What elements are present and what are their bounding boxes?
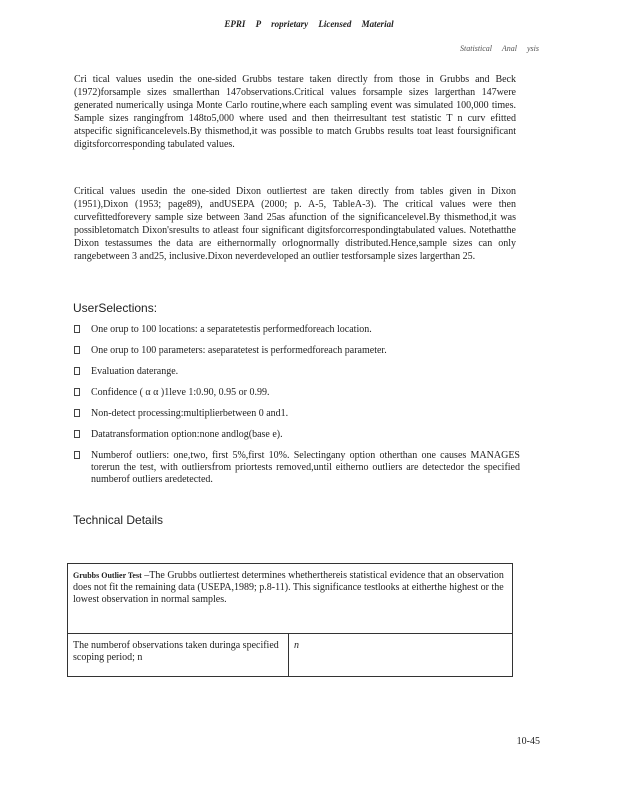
table-row: [68, 634, 513, 677]
square-bullet-icon: [74, 367, 80, 375]
grubbs-critical-values-paragraph: Cri tical values usedin the one-sided Grubbs testare taken directly from those in Grubbs and Beck (1972)forsample sizes smallerthan 147observations.Critical values forsample sizes largerthan 147were generated numerically usinga Monte Carlo routine,where each sampling event was simulated 100,000 times. Sample sizes rangingfrom 148to5,000 where used and then theirresultant test statistic T n curv efitted atspecific significancelevels.By thismethod,it was possible to match Grubbs results toat least foursignificant digitsforcorresponding tabulated values.: [74, 74, 516, 150]
section-label: Statistical Anal ysis: [460, 44, 539, 53]
test-description: –The Grubbs outliertest determines whetherthereis statistical evidence that an observation does not fit the remaining data (USEPA,1989; p.8-11). This significance testlooks at eitherthe highest or the lowest observation in normal samples.: [73, 570, 504, 605]
list-item: [74, 429, 520, 441]
square-bullet-icon: [74, 388, 80, 396]
list-item-text: One orup to 100 parameters: aseparatetest is performedforeach parameter.: [91, 345, 387, 356]
list-item: [74, 324, 520, 336]
list-item-text: Datatransformation option:none andlog(base e).: [91, 429, 283, 440]
square-bullet-icon: [74, 451, 80, 459]
observations-definition-cell: The numberof observations taken duringa specified scoping period; n: [68, 634, 289, 677]
square-bullet-icon: [74, 346, 80, 354]
technical-details-table: [67, 563, 513, 677]
list-item: [74, 366, 520, 378]
list-item-text: Confidence ( α α )1leve 1:0.90, 0.95 or 0.99.: [91, 387, 270, 398]
list-item: [74, 450, 520, 486]
list-item: [74, 387, 520, 399]
list-item: [74, 345, 520, 357]
technical-details-heading: Technical Details: [73, 513, 164, 527]
list-item-text: Numberof outliers: one,two, first 5%,first 10%. Selectingany option otherthan one causes MANAGES torerun the test, with outliersfrom priortests removed,until eitherno outliers are detectedor the specified numberof outliers aredetected.: [91, 450, 520, 485]
page-header: EPRI P roprietary Licensed Material: [224, 19, 394, 29]
user-selections-list: [74, 324, 520, 495]
list-item: [74, 408, 520, 420]
page-number: 10-45: [516, 736, 540, 747]
symbol-cell: n: [289, 634, 513, 677]
square-bullet-icon: [74, 325, 80, 333]
list-item-text: Non-detect processing:multiplierbetween 0 and1.: [91, 408, 289, 419]
square-bullet-icon: [74, 409, 80, 417]
list-item-text: Evaluation daterange.: [91, 366, 179, 377]
user-selections-heading: UserSelections:: [73, 301, 158, 315]
table-row: [68, 564, 513, 634]
square-bullet-icon: [74, 430, 80, 438]
dixon-critical-values-paragraph: Critical values usedin the one-sided Dixon outliertest are taken directly from tables given in Dixon (1951),Dixon (1953; page89), andUSEPA (2000; p. A-5, TableA-3). The critical values were then curvefittedforevery sample size between 3and 25as afunction of the significancelevel.By thismethod,it was possibletomatch Dixon'sresults to atleast four significant digitsforcorrespondingtabulated values. Notethatthe Dixon testassumes the data are eithernormally orlognormally distributed.Hence,sample sizes can only rangebetween 3 and25, inclusive.Dixon neverdeveloped an outlier testforsample sizes largerthan 25.: [74, 186, 516, 262]
grubbs-test-cell: [68, 564, 513, 634]
test-name: Grubbs Outlier Test: [73, 571, 142, 580]
list-item-text: One orup to 100 locations: a separatetestis performedforeach location.: [91, 324, 372, 335]
